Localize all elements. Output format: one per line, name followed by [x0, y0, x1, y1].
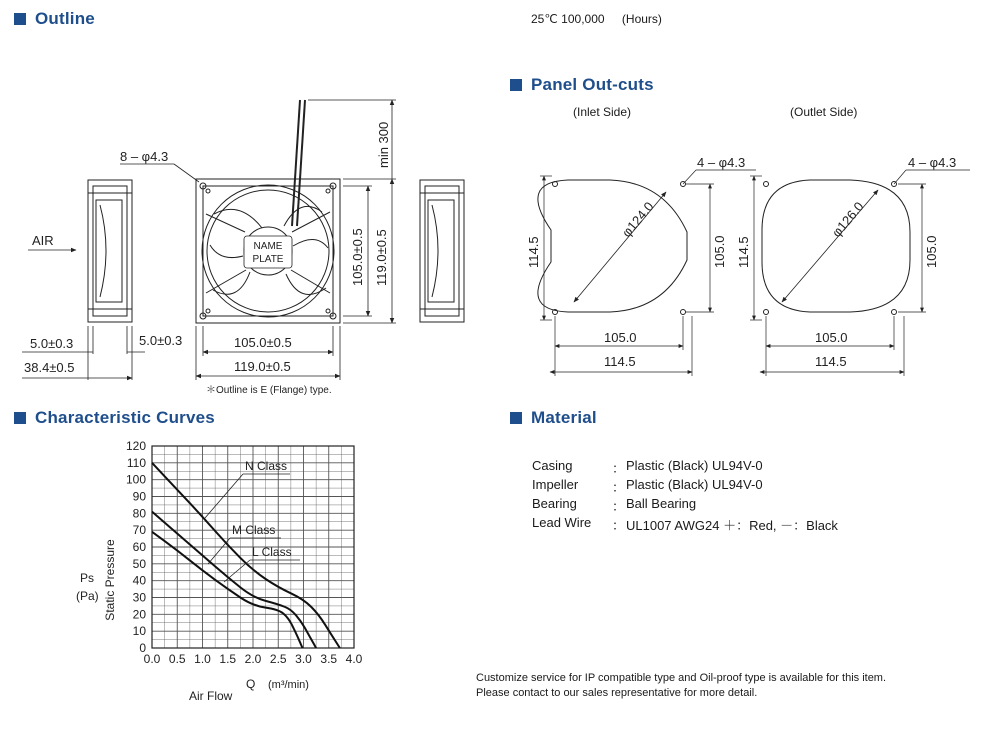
y-tick-label: 90 [132, 489, 146, 504]
x-tick-label: 0.5 [168, 652, 186, 666]
section-marker [14, 412, 26, 424]
inlet-side-label: (Inlet Side) [573, 105, 632, 119]
x-tick-label: 2.5 [269, 652, 287, 666]
section-material [510, 407, 597, 429]
outlet-dim-105-v: 105.0 [924, 235, 939, 268]
material-row [532, 477, 763, 496]
outlet-cutout [762, 180, 910, 315]
dim-38-4: 38.4±0.5 [24, 360, 75, 375]
inlet-dim-114-5-h: 114.5 [604, 354, 636, 369]
material-key: Impeller [532, 477, 579, 492]
section-marker [510, 79, 522, 91]
section-panel [510, 74, 654, 96]
y-tick-label: 0 [139, 641, 146, 655]
material-value: UL1007 AWG24 ＋：Red, －：Black [626, 518, 838, 533]
y-tick-label: 110 [126, 455, 146, 470]
y-tick-label: 100 [125, 472, 146, 487]
life-unit: (Hours) [621, 12, 662, 26]
y-tick-label: 40 [132, 573, 146, 588]
outline-note: ＊Outline is E (Flange) type. [206, 385, 332, 396]
side-view-left [88, 180, 132, 322]
min-300-label: min 300 [376, 121, 391, 168]
section-curves [14, 407, 215, 429]
section-title-curves: Characteristic Curves [35, 408, 215, 427]
series-label-leader [205, 474, 243, 518]
material-colon: ： [612, 518, 626, 533]
inlet-dim-114-5-v: 114.5 [526, 236, 541, 268]
dim-119-horizontal: 119.0±0.5 [234, 359, 291, 374]
life-temp: 25℃ [531, 12, 558, 26]
y-tick-label: 50 [132, 556, 146, 571]
nameplate-line1: NAME [253, 241, 283, 252]
y-tick-label: 80 [132, 506, 146, 521]
material-row [532, 496, 696, 515]
inlet-diameter: φ124.0 [618, 198, 657, 240]
outline-drawing [0, 0, 500, 400]
y-tick-label: 30 [132, 590, 146, 605]
dim-5-right: 5.0±0.3 [139, 333, 183, 348]
series-label: L Class [252, 545, 292, 559]
side-view-right [420, 180, 464, 322]
x-axis-label: Air Flow [189, 689, 233, 703]
outlet-dim-114-5-v: 114.5 [736, 236, 751, 268]
footer-line-1: Customize service for IP compatible type and Oil-proof type is available for this item. [476, 672, 887, 684]
material-key: Lead Wire [532, 515, 592, 530]
x-tick-label: 3.5 [320, 652, 338, 666]
inlet-dim-105-h: 105.0 [604, 330, 637, 345]
inlet-holes-label: 4 – φ4.3 [697, 155, 746, 170]
series-label: N Class [245, 459, 288, 473]
nameplate-line2: PLATE [252, 254, 284, 265]
inlet-cutout [538, 180, 687, 315]
x-axis-unit: (m³/min) [268, 679, 309, 691]
y-axis-unit: (Pa) [76, 589, 99, 603]
outlet-dim-105-h: 105.0 [815, 330, 848, 345]
outline-holes-label: 8 – φ4.3 [120, 149, 169, 164]
y-tick-label: 70 [132, 523, 146, 538]
outlet-diameter: φ126.0 [828, 198, 867, 240]
section-title-panel: Panel Out-cuts [531, 75, 654, 94]
x-tick-label: 2.0 [244, 652, 262, 666]
material-row [532, 515, 838, 534]
y-tick-label: 120 [125, 439, 146, 453]
dim-5-left: 5.0±0.3 [30, 336, 74, 351]
material-colon: ： [612, 499, 626, 514]
air-label: AIR [32, 233, 54, 248]
material-key: Bearing [532, 496, 577, 511]
x-tick-label: 1.5 [219, 652, 237, 666]
section-title-outline: Outline [35, 9, 95, 28]
dim-105-vertical: 105.0±0.5 [350, 228, 365, 286]
x-axis-symbol: Q [246, 677, 256, 691]
material-value: Ball Bearing [626, 496, 697, 511]
section-title-material: Material [531, 408, 597, 427]
material-value: Plastic (Black) UL94V-0 [626, 477, 763, 492]
section-marker [510, 412, 522, 424]
y-tick-label: 20 [132, 607, 146, 622]
footer-line-2: Please contact to our sales representative for more detail. [476, 687, 758, 699]
y-tick-label: 10 [132, 624, 146, 639]
outlet-dim-114-5-h: 114.5 [815, 354, 847, 369]
inlet-dim-105-v: 105.0 [712, 235, 727, 268]
outlet-holes-label: 4 – φ4.3 [908, 155, 957, 170]
front-view [196, 100, 340, 323]
x-tick-label: 1.0 [194, 652, 211, 666]
dim-105-horizontal: 105.0±0.5 [234, 335, 292, 350]
y-axis-label: Static Pressure [103, 539, 117, 621]
material-row [532, 458, 763, 477]
dim-119-vertical: 119.0±0.5 [374, 229, 389, 286]
y-tick-label: 60 [132, 540, 146, 554]
panel-cutouts [500, 140, 990, 380]
outlet-side-label: (Outlet Side) [790, 105, 858, 119]
series-label: M Class [232, 523, 276, 537]
y-axis-symbol: Ps [80, 571, 95, 585]
x-tick-label: 4.0 [345, 652, 363, 666]
material-value: Plastic (Black) UL94V-0 [626, 458, 763, 473]
x-tick-label: 3.0 [295, 652, 312, 666]
material-colon: ： [612, 461, 626, 476]
characteristic-curves-chart [0, 430, 400, 710]
y-tick-labels [126, 439, 146, 655]
material-colon: ： [612, 480, 626, 495]
life-value: 100,000 [561, 12, 605, 26]
life-rating [531, 12, 662, 26]
x-tick-label: 0.0 [143, 652, 161, 666]
material-key: Casing [532, 458, 573, 473]
x-tick-labels [144, 652, 363, 666]
series-label-leader [208, 538, 230, 564]
